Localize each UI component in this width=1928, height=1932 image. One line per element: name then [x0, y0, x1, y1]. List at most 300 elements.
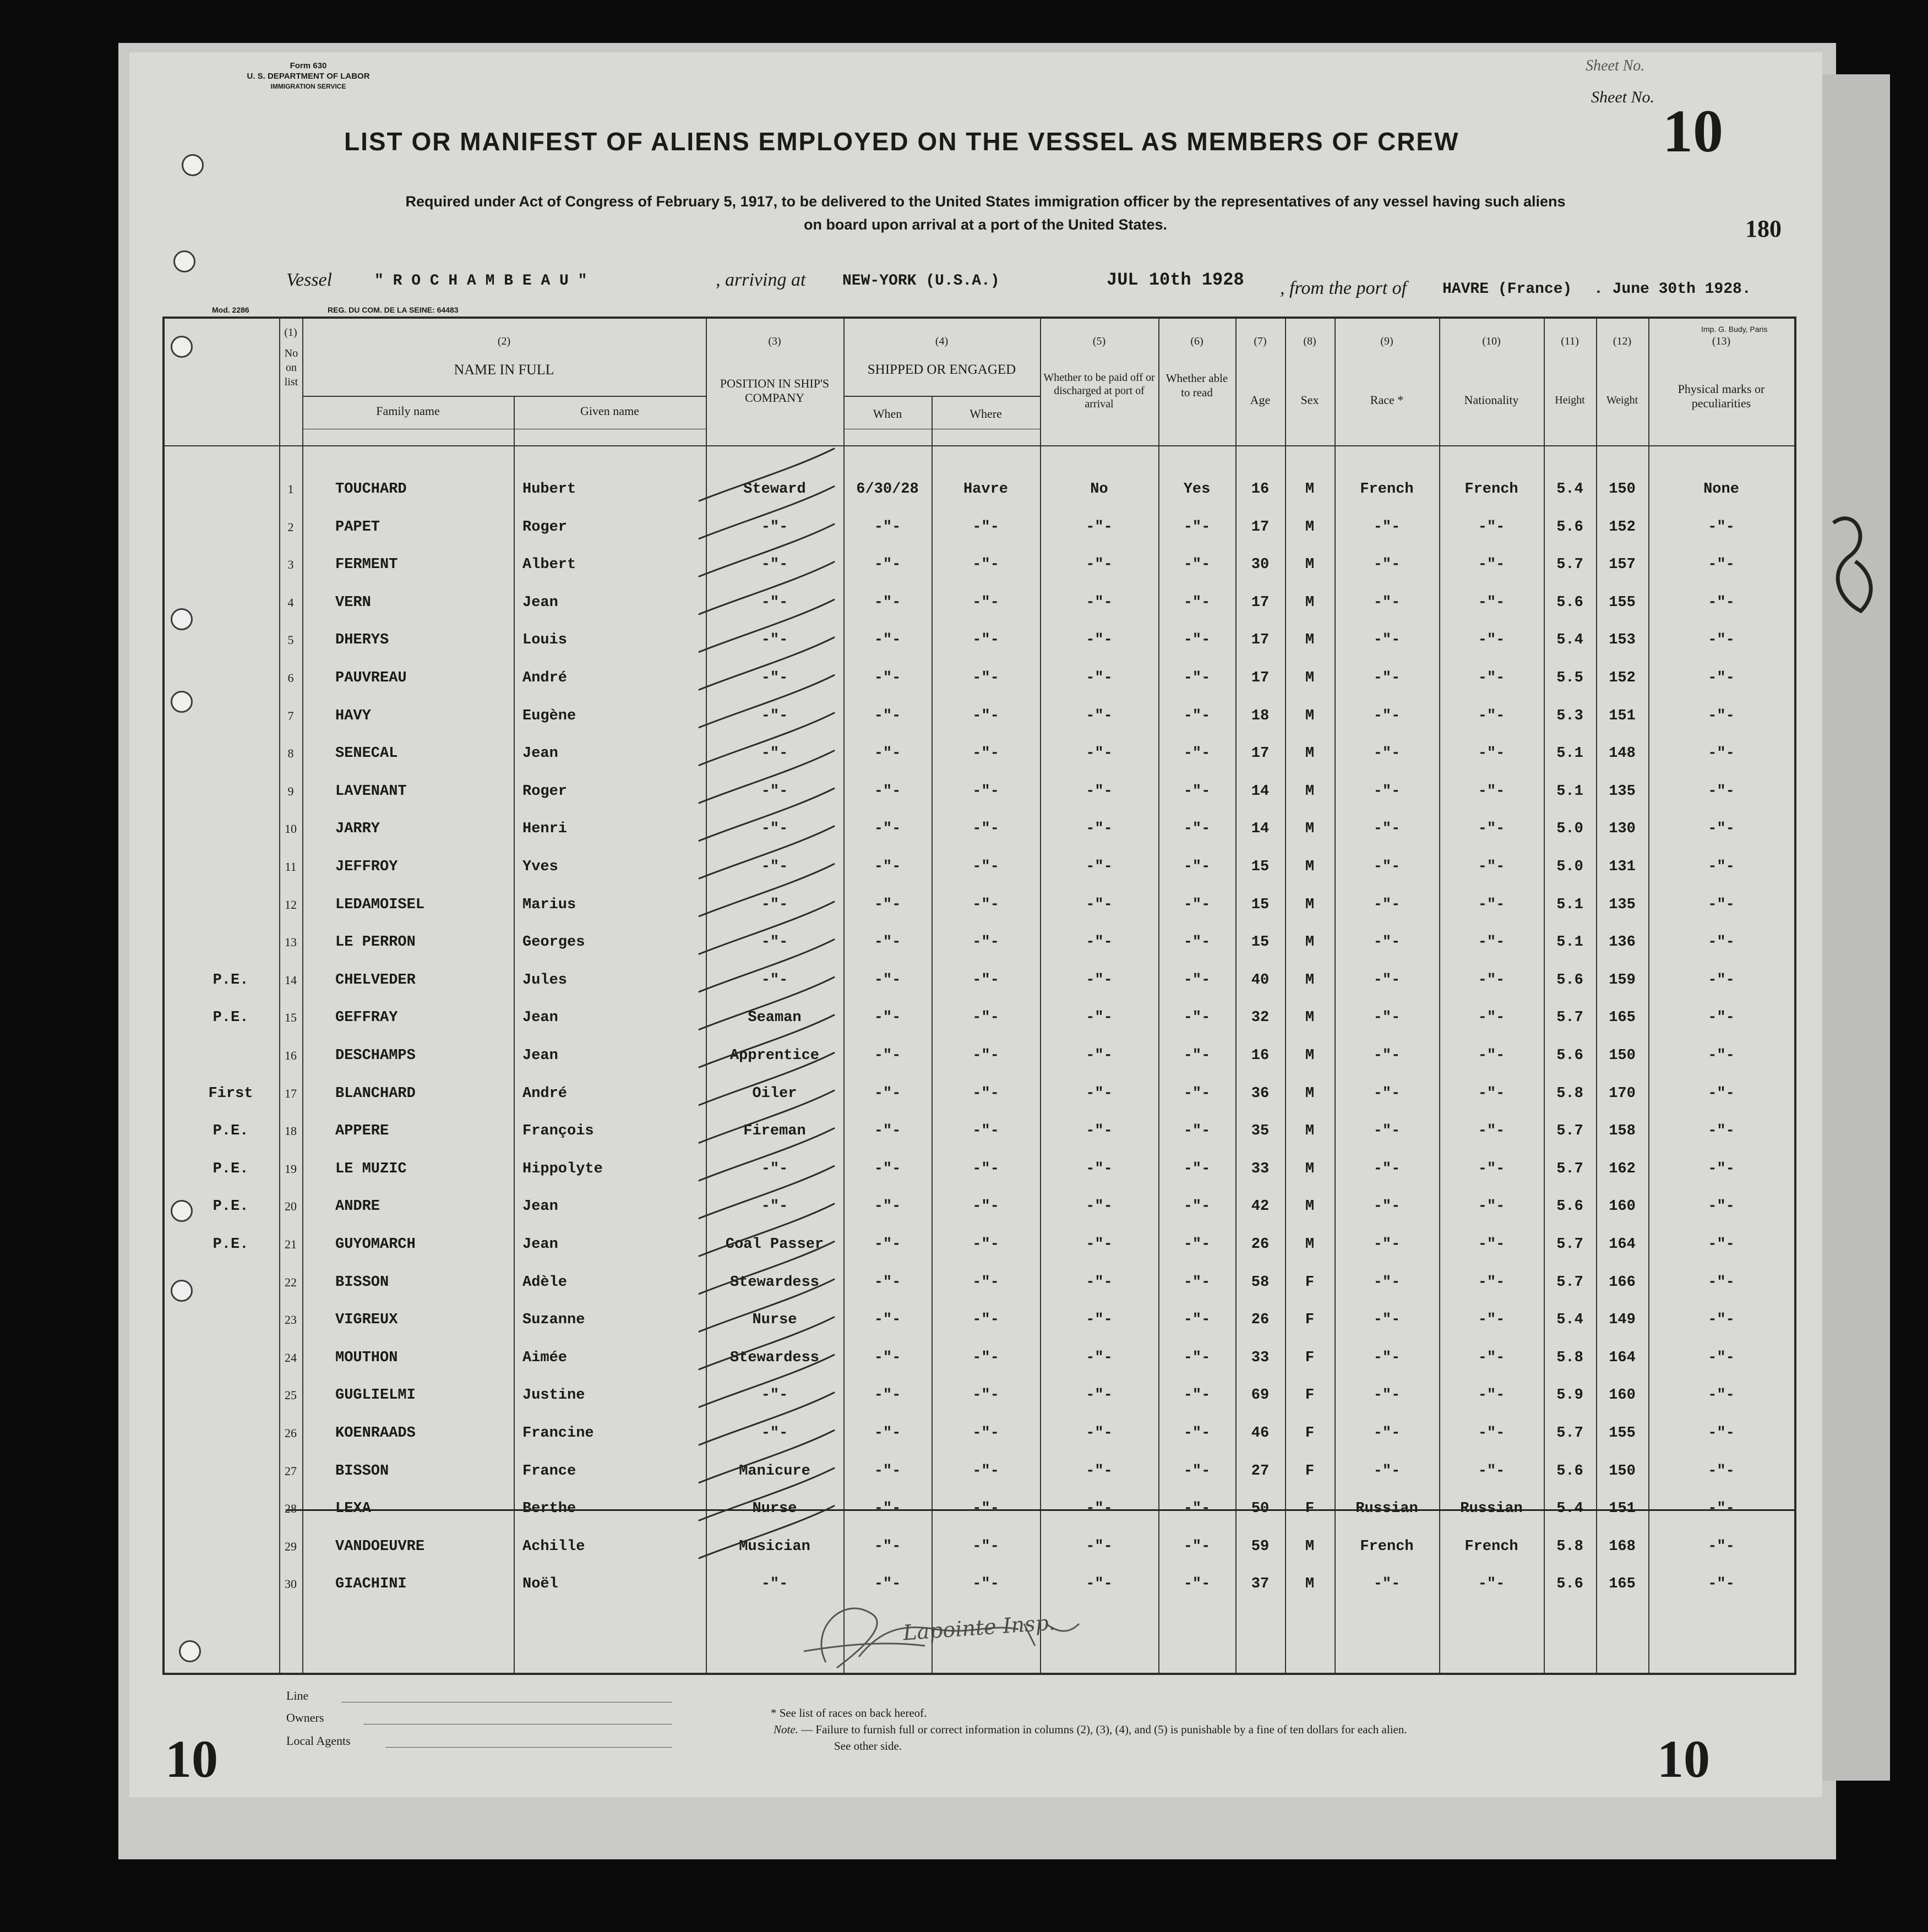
- cell-position: Manicure: [739, 1462, 810, 1480]
- cell-no: 17: [285, 1086, 297, 1100]
- cell-age: 32: [1251, 1009, 1270, 1027]
- row-margin-mark: P.E.: [213, 1009, 249, 1027]
- cell-nat: -"-: [1478, 707, 1505, 724]
- cell-position: Stewardess: [729, 1274, 820, 1291]
- cell-given: Marius: [522, 896, 576, 913]
- cell-no: 1: [287, 482, 294, 496]
- col-where: Where: [970, 407, 1002, 421]
- cell-paid: -"-: [1086, 745, 1113, 762]
- cell-marks: -"-: [1708, 859, 1735, 875]
- cell-given: Georges: [522, 934, 585, 951]
- cell-paid: No: [1090, 481, 1108, 498]
- cell-marks: -"-: [1708, 556, 1735, 574]
- see-other-side: See other side.: [834, 1739, 902, 1753]
- cell-height: 5.6: [1556, 1047, 1583, 1064]
- cell-given: André: [522, 670, 568, 686]
- cell-sex: M: [1305, 1198, 1315, 1215]
- cell-weight: 135: [1609, 783, 1636, 800]
- cell-sex: M: [1305, 1236, 1315, 1253]
- cell-no: 2: [287, 520, 294, 534]
- sheet-label-faded: Sheet No.: [1586, 57, 1645, 74]
- cell-family: FERMENT: [335, 556, 398, 574]
- cell-age: 27: [1251, 1462, 1270, 1480]
- cell-no: 6: [287, 671, 294, 685]
- cell-age: 33: [1251, 1160, 1270, 1177]
- cell-age: 35: [1251, 1123, 1270, 1140]
- cell-read: -"-: [1183, 783, 1211, 800]
- cell-where: -"-: [972, 1349, 999, 1366]
- cell-marks: -"-: [1708, 519, 1735, 536]
- cell-paid: -"-: [1086, 670, 1113, 686]
- stamp-number: 180: [1745, 215, 1782, 242]
- cell-weight: 160: [1609, 1198, 1636, 1215]
- cell-given: Suzanne: [522, 1312, 585, 1329]
- cell-marks: -"-: [1708, 1425, 1735, 1442]
- manifest-title: LIST OR MANIFEST OF ALIENS EMPLOYED ON THE VESSEL AS MEMBERS OF CREW: [344, 127, 1459, 156]
- cell-height: 5.8: [1556, 1085, 1583, 1102]
- check-tick-mark: [699, 1468, 834, 1520]
- cell-race: -"-: [1373, 1387, 1401, 1404]
- check-tick-mark: [699, 1242, 834, 1294]
- cell-height: 5.6: [1556, 1576, 1583, 1593]
- cell-read: -"-: [1183, 934, 1211, 951]
- cell-where: -"-: [972, 745, 999, 762]
- cell-read: -"-: [1183, 896, 1211, 913]
- bottom-left-number: 10: [165, 1729, 218, 1788]
- cell-family: DESCHAMPS: [335, 1047, 416, 1064]
- cell-nat: -"-: [1478, 1425, 1505, 1442]
- cell-where: -"-: [972, 1500, 999, 1518]
- col-able-to-read: Whether able to read: [1165, 372, 1228, 399]
- row-margin-mark: P.E.: [213, 1123, 249, 1140]
- cell-where: -"-: [972, 934, 999, 951]
- cell-paid: -"-: [1086, 1349, 1113, 1366]
- cell-height: 5.6: [1556, 519, 1583, 536]
- cell-sex: F: [1305, 1387, 1315, 1404]
- cell-when: -"-: [874, 632, 901, 649]
- cell-where: -"-: [972, 556, 999, 574]
- cell-sex: M: [1305, 670, 1315, 686]
- cell-sex: M: [1305, 745, 1315, 762]
- cell-race: -"-: [1373, 745, 1401, 762]
- cell-paid: -"-: [1086, 1085, 1113, 1102]
- col-family-name: Family name: [376, 404, 440, 418]
- cell-position: -"-: [761, 1160, 788, 1177]
- cell-where: -"-: [972, 821, 999, 838]
- cell-race: -"-: [1373, 1576, 1401, 1593]
- cell-family: JEFFROY: [335, 859, 398, 875]
- cell-given: Noël: [522, 1576, 558, 1593]
- cell-age: 58: [1251, 1274, 1270, 1291]
- check-tick-mark: [699, 524, 834, 576]
- cell-marks: -"-: [1708, 1387, 1735, 1404]
- cell-sex: M: [1305, 1576, 1315, 1593]
- cell-family: CHELVEDER: [335, 972, 416, 989]
- cell-weight: 151: [1609, 1500, 1636, 1518]
- col-no-on-list: No on list: [284, 347, 298, 388]
- cell-age: 15: [1251, 896, 1270, 913]
- cell-where: -"-: [972, 1312, 999, 1329]
- cell-position: -"-: [761, 972, 788, 989]
- cell-no: 23: [285, 1313, 297, 1327]
- cell-height: 5.7: [1556, 1160, 1583, 1177]
- cell-weight: 160: [1609, 1387, 1636, 1404]
- cell-nat: French: [1464, 1538, 1518, 1555]
- cell-when: -"-: [874, 1349, 901, 1366]
- bottom-right-number: 10: [1657, 1729, 1710, 1788]
- cell-marks: None: [1703, 481, 1739, 498]
- check-tick-mark: [699, 1317, 834, 1369]
- cell-weight: 158: [1609, 1123, 1636, 1140]
- cell-when: -"-: [874, 783, 901, 800]
- cell-sex: M: [1305, 632, 1315, 649]
- col13-number: (13): [1712, 335, 1731, 347]
- col4-number: (4): [935, 335, 949, 347]
- vessel-label: Vessel: [286, 270, 333, 290]
- cell-read: -"-: [1183, 670, 1211, 686]
- cell-when: -"-: [874, 934, 901, 951]
- cell-nat: French: [1464, 481, 1518, 498]
- cell-weight: 130: [1609, 821, 1636, 838]
- cell-weight: 162: [1609, 1160, 1636, 1177]
- cell-nat: -"-: [1478, 783, 1505, 800]
- cell-marks: -"-: [1708, 1198, 1735, 1215]
- cell-height: 5.8: [1556, 1538, 1583, 1555]
- note-text: — Failure to furnish full or correct information in columns (2), (3), (4), and (5) is punishable by a fine of ten dollars for each alien.: [801, 1723, 1407, 1736]
- check-tick-mark: [699, 1166, 834, 1218]
- cell-when: -"-: [874, 1462, 901, 1480]
- cell-race: -"-: [1373, 1198, 1401, 1215]
- cell-given: France: [522, 1462, 576, 1480]
- reg-number: REG. DU COM. DE LA SEINE: 64483: [328, 305, 459, 314]
- cell-nat: -"-: [1478, 1236, 1505, 1253]
- cell-paid: -"-: [1086, 1576, 1113, 1593]
- cell-read: -"-: [1183, 1160, 1211, 1177]
- check-tick-mark: [699, 1128, 834, 1181]
- cell-age: 14: [1251, 783, 1270, 800]
- cell-age: 37: [1251, 1576, 1270, 1593]
- cell-no: 15: [285, 1011, 297, 1025]
- check-tick-mark: [699, 599, 834, 652]
- cell-family: LEXA: [335, 1500, 371, 1518]
- cell-height: 5.4: [1556, 632, 1583, 649]
- cell-race: French: [1360, 481, 1414, 498]
- cell-race: -"-: [1373, 1009, 1401, 1027]
- cell-height: 5.7: [1556, 1425, 1583, 1442]
- cell-where: -"-: [972, 1123, 999, 1140]
- from-port-label: , from the port of: [1280, 278, 1407, 298]
- cell-where: -"-: [972, 1009, 999, 1027]
- cell-paid: -"-: [1086, 1009, 1113, 1027]
- cell-given: André: [522, 1085, 568, 1102]
- arriving-label: , arriving at: [716, 270, 806, 290]
- arrival-date: JUL 10th 1928: [1107, 270, 1244, 290]
- cell-where: -"-: [972, 707, 999, 724]
- cell-nat: -"-: [1478, 1387, 1505, 1404]
- cell-marks: -"-: [1708, 632, 1735, 649]
- cell-weight: 155: [1609, 594, 1636, 611]
- check-tick-mark: [699, 713, 834, 765]
- cell-race: -"-: [1373, 1085, 1401, 1102]
- cell-paid: -"-: [1086, 934, 1113, 951]
- cell-paid: -"-: [1086, 1160, 1113, 1177]
- cell-marks: -"-: [1708, 1160, 1735, 1177]
- cell-given: Francine: [522, 1425, 594, 1442]
- cell-sex: M: [1305, 859, 1315, 875]
- cell-marks: -"-: [1708, 745, 1735, 762]
- cell-paid: -"-: [1086, 1500, 1113, 1518]
- cell-nat: -"-: [1478, 1160, 1505, 1177]
- cell-family: HAVY: [335, 707, 371, 724]
- cell-paid: -"-: [1086, 896, 1113, 913]
- cell-marks: -"-: [1708, 1123, 1735, 1140]
- col12-number: (12): [1613, 335, 1632, 347]
- cell-height: 5.8: [1556, 1349, 1583, 1366]
- cell-marks: -"-: [1708, 1236, 1735, 1253]
- cell-race: -"-: [1373, 934, 1401, 951]
- cell-race: -"-: [1373, 1160, 1401, 1177]
- check-tick-mark: [699, 637, 834, 690]
- cell-given: Justine: [522, 1387, 585, 1404]
- cell-marks: -"-: [1708, 1349, 1735, 1366]
- cell-age: 17: [1251, 670, 1270, 686]
- col-age: Age: [1250, 393, 1271, 407]
- cell-when: -"-: [874, 1312, 901, 1329]
- cell-paid: -"-: [1086, 632, 1113, 649]
- cell-marks: -"-: [1708, 1576, 1735, 1593]
- check-tick-mark: [699, 940, 834, 992]
- cell-no: 16: [285, 1049, 297, 1062]
- cell-age: 36: [1251, 1085, 1270, 1102]
- col10-number: (10): [1482, 335, 1501, 347]
- cell-read: -"-: [1183, 1387, 1211, 1404]
- footer-owners-label: Owners: [286, 1711, 324, 1724]
- cell-nat: -"-: [1478, 1009, 1505, 1027]
- cell-race: -"-: [1373, 632, 1401, 649]
- cell-weight: 131: [1609, 859, 1636, 875]
- cell-when: -"-: [874, 1538, 901, 1555]
- cell-paid: -"-: [1086, 1274, 1113, 1291]
- check-tick-mark: [699, 1355, 834, 1407]
- cell-age: 40: [1251, 972, 1270, 989]
- cell-when: -"-: [874, 1009, 901, 1027]
- cell-where: -"-: [972, 1198, 999, 1215]
- cell-race: -"-: [1373, 821, 1401, 838]
- cell-height: 5.4: [1556, 481, 1583, 498]
- cell-height: 5.1: [1556, 783, 1583, 800]
- col7-number: (7): [1254, 335, 1267, 347]
- cell-no: 11: [285, 860, 297, 874]
- check-tick-mark: [699, 788, 834, 841]
- cell-no: 30: [285, 1577, 297, 1591]
- cell-family: LAVENANT: [335, 783, 407, 800]
- cell-height: 5.3: [1556, 707, 1583, 724]
- cell-given: Hubert: [522, 481, 576, 498]
- cell-given: Louis: [522, 632, 568, 649]
- cell-no: 20: [285, 1199, 297, 1214]
- cell-no: 22: [285, 1275, 297, 1289]
- cell-family: LEDAMOISEL: [335, 896, 425, 913]
- col-height: Height: [1555, 394, 1585, 406]
- cell-race: Russian: [1355, 1500, 1418, 1518]
- cell-family: LE MUZIC: [335, 1160, 407, 1177]
- cell-height: 5.7: [1556, 1236, 1583, 1253]
- cell-weight: 170: [1609, 1085, 1636, 1102]
- cell-where: -"-: [972, 1387, 999, 1404]
- cell-read: -"-: [1183, 1349, 1211, 1366]
- cell-where: -"-: [972, 594, 999, 611]
- cell-paid: -"-: [1086, 1123, 1113, 1140]
- cell-family: GUYOMARCH: [335, 1236, 416, 1253]
- cell-position: Musician: [739, 1538, 810, 1555]
- cell-height: 5.1: [1556, 896, 1583, 913]
- cell-when: -"-: [874, 1198, 901, 1215]
- cell-sex: M: [1305, 1160, 1315, 1177]
- cell-where: -"-: [972, 1462, 999, 1480]
- row-margin-mark: P.E.: [213, 972, 249, 989]
- cell-position: Coal Passer: [725, 1236, 824, 1253]
- cell-position: Stewardess: [729, 1349, 820, 1366]
- cell-position: -"-: [761, 632, 788, 649]
- cell-no: 18: [285, 1124, 297, 1138]
- cell-given: Jean: [522, 594, 558, 611]
- cell-weight: 166: [1609, 1274, 1636, 1291]
- cell-where: -"-: [972, 1236, 999, 1253]
- cell-given: François: [522, 1123, 594, 1140]
- cell-sex: M: [1305, 1085, 1315, 1102]
- cell-no: 4: [287, 595, 294, 609]
- check-tick-mark: [699, 1090, 834, 1143]
- cell-read: -"-: [1183, 1312, 1211, 1329]
- cell-where: -"-: [972, 1160, 999, 1177]
- cell-height: 5.4: [1556, 1500, 1583, 1518]
- cell-when: -"-: [874, 1047, 901, 1064]
- cell-race: -"-: [1373, 859, 1401, 875]
- cell-when: -"-: [874, 972, 901, 989]
- cell-weight: 159: [1609, 972, 1636, 989]
- cell-race: -"-: [1373, 594, 1401, 611]
- cell-read: -"-: [1183, 1462, 1211, 1480]
- cell-height: 5.1: [1556, 934, 1583, 951]
- cell-age: 18: [1251, 707, 1270, 724]
- cell-read: -"-: [1183, 594, 1211, 611]
- races-note: * See list of races on back hereof.: [771, 1706, 927, 1720]
- cell-read: -"-: [1183, 632, 1211, 649]
- col-when: When: [873, 407, 902, 421]
- cell-nat: -"-: [1478, 1576, 1505, 1593]
- cell-marks: -"-: [1708, 972, 1735, 989]
- cell-marks: -"-: [1708, 1085, 1735, 1102]
- cell-given: Berthe: [522, 1500, 576, 1518]
- cell-where: -"-: [972, 1085, 999, 1102]
- cell-race: -"-: [1373, 1274, 1401, 1291]
- cell-given: Jean: [522, 1009, 558, 1027]
- cell-position: -"-: [761, 1425, 788, 1442]
- cell-no: 8: [287, 746, 294, 761]
- cell-read: -"-: [1183, 1085, 1211, 1102]
- cell-read: -"-: [1183, 707, 1211, 724]
- cell-family: PAPET: [335, 519, 380, 536]
- cell-race: -"-: [1373, 896, 1401, 913]
- cell-nat: -"-: [1478, 1085, 1505, 1102]
- sheet-label: Sheet No.: [1591, 88, 1654, 106]
- cell-nat: -"-: [1478, 1047, 1505, 1064]
- cell-paid: -"-: [1086, 1047, 1113, 1064]
- cell-family: BLANCHARD: [335, 1085, 416, 1102]
- cell-no: 12: [285, 897, 297, 912]
- cell-sex: F: [1305, 1349, 1315, 1366]
- col-paid-off: Whether to be paid off or discharged at port of arrival: [1043, 372, 1155, 410]
- cell-age: 14: [1251, 821, 1270, 838]
- cell-no: 9: [287, 784, 294, 798]
- cell-when: -"-: [874, 1274, 901, 1291]
- cell-paid: -"-: [1086, 783, 1113, 800]
- cell-family: GIACHINI: [335, 1576, 407, 1593]
- cell-no: 21: [285, 1237, 297, 1251]
- footer-agents-label: Local Agents: [286, 1734, 351, 1748]
- cell-no: 13: [285, 935, 297, 949]
- cell-family: GUGLIELMI: [335, 1387, 416, 1404]
- cell-where: -"-: [972, 1576, 999, 1593]
- cell-when: -"-: [874, 1576, 901, 1593]
- cell-given: Albert: [522, 556, 576, 574]
- cell-paid: -"-: [1086, 859, 1113, 875]
- cell-when: -"-: [874, 859, 901, 875]
- check-tick-mark: [699, 902, 834, 954]
- cell-nat: -"-: [1478, 594, 1505, 611]
- cell-nat: -"-: [1478, 1123, 1505, 1140]
- act-line-1: Required under Act of Congress of February 5, 1917, to be delivered to the United States immigration officer by the representatives of any vessel having such aliens: [405, 193, 1566, 210]
- cell-nat: -"-: [1478, 745, 1505, 762]
- cell-family: SENECAL: [335, 745, 398, 762]
- note-label: Note.: [774, 1723, 798, 1736]
- cell-age: 17: [1251, 519, 1270, 536]
- col-weight: Weight: [1606, 394, 1638, 406]
- cell-when: -"-: [874, 896, 901, 913]
- col-shipped-engaged: SHIPPED OR ENGAGED: [867, 362, 1016, 377]
- cell-nat: -"-: [1478, 1274, 1505, 1291]
- cell-race: French: [1360, 1538, 1414, 1555]
- cell-family: APPERE: [335, 1123, 389, 1140]
- sheet-number: 10: [1663, 97, 1723, 165]
- cell-height: 5.9: [1556, 1387, 1583, 1404]
- cell-read: -"-: [1183, 519, 1211, 536]
- cell-marks: -"-: [1708, 594, 1735, 611]
- cell-when: -"-: [874, 594, 901, 611]
- cell-position: -"-: [761, 821, 788, 838]
- cell-paid: -"-: [1086, 1236, 1113, 1253]
- cell-nat: -"-: [1478, 632, 1505, 649]
- cell-position: -"-: [761, 1576, 788, 1593]
- cell-marks: -"-: [1708, 934, 1735, 951]
- cell-race: -"-: [1373, 519, 1401, 536]
- arriving-port: NEW-YORK (U.S.A.): [842, 272, 1000, 290]
- cell-paid: -"-: [1086, 556, 1113, 574]
- cell-age: 59: [1251, 1538, 1270, 1555]
- cell-where: -"-: [972, 670, 999, 686]
- cell-paid: -"-: [1086, 1312, 1113, 1329]
- cell-family: GEFFRAY: [335, 1009, 398, 1027]
- cell-given: Jean: [522, 1047, 558, 1064]
- row-margin-mark: P.E.: [213, 1198, 249, 1215]
- cell-where: -"-: [972, 519, 999, 536]
- cell-read: -"-: [1183, 1009, 1211, 1027]
- cell-nat: -"-: [1478, 821, 1505, 838]
- cell-position: -"-: [761, 859, 788, 875]
- cell-no: 7: [287, 708, 294, 723]
- cell-nat: -"-: [1478, 972, 1505, 989]
- ink-mark: [1833, 519, 1871, 611]
